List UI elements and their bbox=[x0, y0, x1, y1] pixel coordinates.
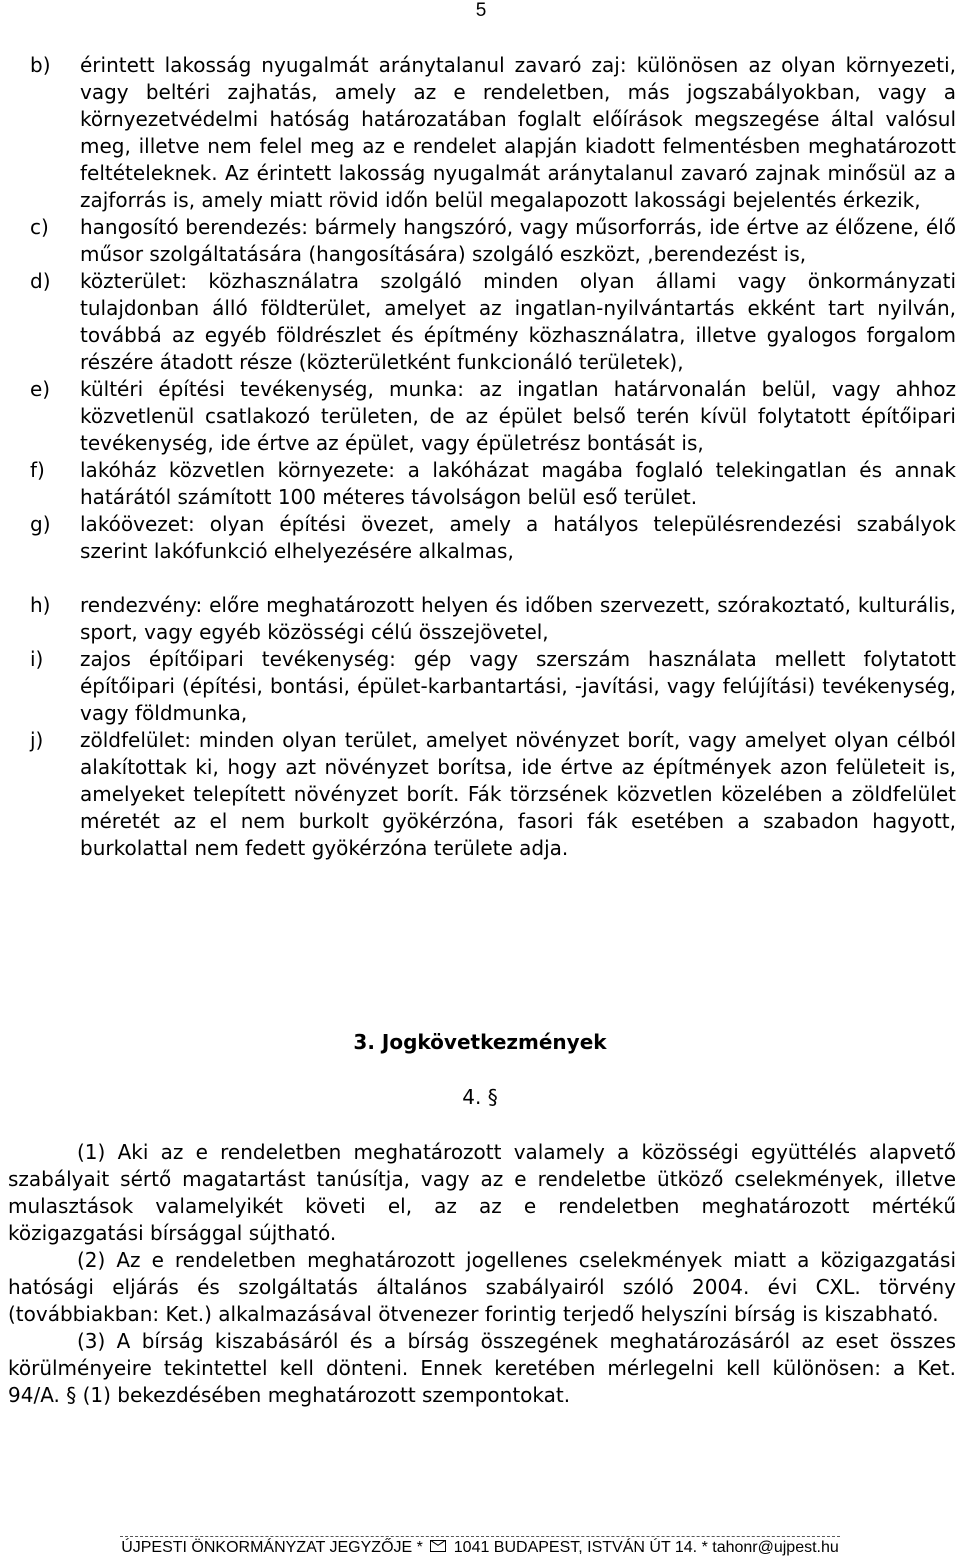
item-text: hangosító berendezés: bármely hangszóró, vagy műsorforrás, ide értve az élőzene, élő műsor szolgáltatására (hangosítására) szolgáló eszközt, ,berendezést is, bbox=[80, 215, 956, 266]
footer bbox=[0, 1538, 960, 1558]
item-letter: d) bbox=[30, 269, 51, 293]
page-number: 5 bbox=[475, 0, 487, 21]
item-letter: j) bbox=[30, 728, 44, 752]
footer-address-text: 1041 BUDAPEST, ISTVÁN ÚT 14. * tahonr@ujpest.hu bbox=[453, 1539, 839, 1556]
item-text: lakóövezet: olyan építési övezet, amely a hatályos településrendezési szabályok szerint lakófunkció elhelyezésére alkalmas, bbox=[80, 512, 956, 563]
definition-item-g bbox=[30, 511, 956, 565]
paragraph-3: (3) A bírság kiszabásáról és a bírság összegének meghatározásáról az eset összes körülményeire tekintettel kell dönteni. Ennek keretében mérlegelni kell különösen: a Ket. 94/A. § (1) bekezdésében meghatározott szempontokat. bbox=[8, 1329, 956, 1407]
item-text: érintett lakosság nyugalmát aránytalanul zavaró zaj: különösen az olyan környezeti, vagy beltéri zajhatás, amely az e rendeletben, más jogszabályokban, vagy a környezetvédelmi hatóság határozatában foglalt előírások megszegése által valósul meg, illetve nem felel meg az e rendelet alapján kiadott felmentésben meghatározott feltételeknek. Az érintett lakosság nyugalmát aránytalanul zavaró zajnak minősül az a zajforrás is, amely miatt rövid időn belül megalapozott lakossági bejelentés érkezik, bbox=[80, 53, 956, 212]
item-text: közterület: közhasználatra szolgáló minden olyan állami vagy önkormányzati tulajdonban álló földterület, amelyet az ingatlan-nyilvántartás ekként tart nyilván, továbbá az egyéb földrészlet és építmény közhasználatra, illetve gyalogos forgalom részére átadott része (közterületként funkcionáló területek), bbox=[80, 269, 956, 374]
item-letter: f) bbox=[30, 458, 45, 482]
footer-left-text: ÚJPESTI ÖNKORMÁNYZAT JEGYZŐJE * bbox=[121, 1539, 423, 1556]
footer-divider bbox=[120, 1536, 840, 1537]
paragraphs bbox=[8, 1139, 956, 1409]
item-text: zajos építőipari tevékenység: gép vagy szerszám használata mellett folytatott építőipari (építési, bontási, épület-karbantartási, -javítási, vagy felújítási) tevékenység, vagy földmunka, bbox=[80, 647, 956, 725]
item-letter: h) bbox=[30, 593, 51, 617]
definition-item-j bbox=[30, 727, 956, 862]
definition-item-e bbox=[30, 376, 956, 457]
definition-item-c bbox=[30, 214, 956, 268]
paragraph-1: (1) Aki az e rendeletben meghatározott valamely a közösségi együttélés alapvető szabályait sértő magatartást tanúsítja, vagy az e rendeletbe ütköző cselekmények, illetve mulasztások valamelyikét követi el, az az e rendeletben meghatározott mértékű közigazgatási bírsággal sújtható. bbox=[8, 1140, 956, 1245]
item-text: rendezvény: előre meghatározott helyen és időben szervezett, szórakoztató, kulturális, sport, vagy egyéb közösségi célú összejövetel, bbox=[80, 593, 956, 644]
mail-icon bbox=[430, 1540, 446, 1552]
definition-item-i bbox=[30, 646, 956, 727]
item-text: zöldfelület: minden olyan terület, amelyet növényzet borít, vagy amelyet olyan célból alakítottak ki, hogy azt növényzet borítsa, ide értve az építmények azon felületeit is, amelyeket telepített növényzet borít. Fák törzsének közvetlen közelében a zöldfelület méretét az el nem burkolt gyökérzóna, fasori fák esetében a szabadon hagyott, burkolattal nem fedett gyökérzóna területe adja. bbox=[80, 728, 956, 860]
item-text: kültéri építési tevékenység, munka: az ingatlan határvonalán belül, vagy ahhoz közvetlenül csatlakozó területen, de az épület belső terén kívül folytatott építőipari tevékenység, ide értve az épület, vagy épületrész bontását is, bbox=[80, 377, 956, 455]
definition-item-d bbox=[30, 268, 956, 376]
definition-item-b bbox=[30, 52, 956, 214]
definitions-list bbox=[30, 52, 956, 862]
section-title: 3. Jogkövetkezmények bbox=[353, 1030, 607, 1054]
paragraph-2: (2) Az e rendeletben meghatározott jogellenes cselekmények miatt a közigazgatási hatósági eljárás és szolgáltatás általános szabályairól szóló 2004. évi CXL. törvény (továbbiakban: Ket.) alkalmazásával ötvenezer forintig terjedő helyszíni bírság is kiszabható. bbox=[8, 1248, 956, 1326]
item-letter: g) bbox=[30, 512, 51, 536]
item-text: lakóház közvetlen környezete: a lakóházat magába foglaló telekingatlan és annak határától számított 100 méteres távolságon belül eső terület. bbox=[80, 458, 956, 509]
item-letter: e) bbox=[30, 377, 51, 401]
item-letter: b) bbox=[30, 53, 51, 77]
item-letter: c) bbox=[30, 215, 49, 239]
definition-item-f bbox=[30, 457, 956, 511]
section-paragraph-symbol: 4. § bbox=[462, 1085, 498, 1109]
item-letter: i) bbox=[30, 647, 44, 671]
definition-item-h bbox=[30, 592, 956, 646]
